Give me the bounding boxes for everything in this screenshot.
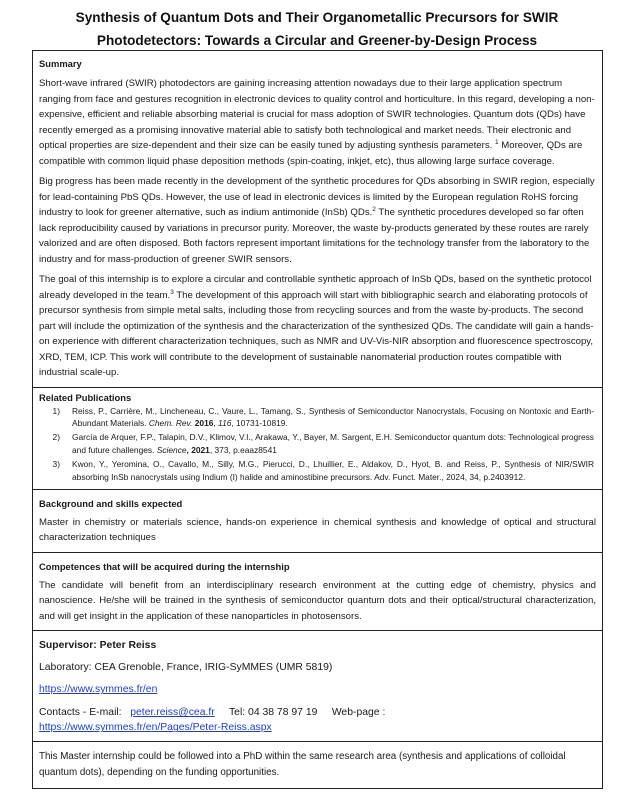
publication-year: 2016 [192,417,214,428]
lab-url-line [39,682,596,697]
publication-journal: Science [156,444,187,455]
summary-p3-text: The goal of this internship is to explore a circular and controllable synthetic approach of InSb QDs, based on the synthetic protocol already developed in the team. [39,274,592,301]
background-heading: Background and skills expected [39,497,183,509]
competences-text: The candidate will benefit from an interdisciplinary research environment at the cutting edge of chemistry, physics and nanoscience. He/she will be trained in the synthesis of semiconductor quantum dots and their optical/structural characterization, and will get insight in the application of these nanoparticles in photosensors. [39,579,596,622]
publication-citation: García de Arquer, F.P., Talapin, D.V., Klimov, V.I., Arakawa, Y., Bayer, M. Sargent, E.H. Semiconductor quantum dots: Technological progress and future challenges. [72,432,594,455]
summary-section [33,51,602,387]
summary-p1-text-cont: Moreover, QDs are compatible with common liquid phase deposition methods (spin-coating, inkjet, etc), thus allowing large surface coverage. [39,140,583,167]
footer-section [33,741,602,788]
summary-paragraph-3 [39,272,596,387]
summary-p2-text-cont: The synthetic procedures developed so far often lack reproducibility caused by variations in precursor purity. Moreover, the waste by-products generated by these routes are rarely valorized and are often disposed. Both factors represent important limitations for the technology transfer from the laboratory to the industry and for mass-production of greener SWIR sensors. [39,207,590,265]
competences-heading: Competences that will be acquired during the internship [39,560,290,572]
contact-section [33,630,602,741]
publication-item [39,431,596,456]
email-link[interactable]: peter.reiss@cea.fr [130,707,215,719]
publication-journal: Chem. Rev. [148,417,193,428]
summary-paragraph-1 [39,76,596,169]
publication-sep: , [213,417,219,428]
webpage-label: Web-page : [331,707,386,719]
publication-pages: , 10731-10819. [231,417,288,428]
webpage-link[interactable]: https://www.symmes.fr/en/Pages/Peter-Reiss.aspx [39,722,272,734]
summary-p3-text-cont: The development of this approach will start with bibliographic search and elaborating protocols of precursor synthesis from simple metal salts, including those from recycling sources and from the waste by-products. The second part will include the optimization of the synthesis and the characterization of the synthesized QDs. The candidate will gain a hands-on experience with different characterization techniques, such as NMR and UV-Vis-NIR absorption and fluorescence spectroscopy, XRD, TEM, ICP. This work will contribute to the development of sustainable nanomaterial production routes compatible with industrial scale-up. [39,289,594,378]
publication-text [72,405,596,430]
publication-item [39,458,596,483]
reference-marker: 3 [170,288,174,296]
publication-text: Kwon, Y., Yeromina, O., Cavallo, M., Silly, M.G., Pierucci, D., Lhuillier, E., Aldakov, D., Hyot, B. and Reiss, P., Synthesis of NIR/SWIR absorbing InSb nanocrystals using Indium (I) halide and aminostibine precursors. Adv. Funct. Mater., 2024, 34, p.2403912. [72,459,594,482]
competences-section [33,552,602,631]
publication-volume: 116 [218,417,232,428]
telephone: Tel: 04 38 78 97 19 [228,707,318,719]
publication-item [39,405,596,430]
reference-marker: 2 [372,205,376,213]
publication-pages: , 373, p.eaaz8541 [209,444,277,455]
webpage-line [39,720,596,741]
background-section [33,489,602,552]
publication-citation: Reiss, P., Carrière, M., Lincheneau, C., Vaure, L., Tamang, S., Synthesis of Semiconductor Nanocrystals, Focusing on Nontoxic and Earth-Abundant Materials. [72,405,594,428]
laboratory-label: Laboratory: [39,662,92,674]
supervisor-name: Supervisor: Peter Reiss [39,640,157,652]
footer-note: This Master internship could be followed into a PhD within the same research area (synthesis and applications of colloidal quantum dots), depending on the funding opportunities. [39,751,566,778]
contacts-line [39,705,596,720]
publication-number: 1) [52,405,60,416]
publication-number: 3) [52,459,60,470]
publication-year: , 2021 [186,444,210,455]
reference-marker: 1 [494,138,499,146]
title-line-2: Photodetectors: Towards a Circular and Greener-by-Design Process [96,33,538,48]
background-text: Master in chemistry or materials science, hands-on experience in chemical synthesis and knowledge of optical and structural characterization techniques [39,516,596,544]
publications-section [33,387,602,489]
laboratory-line [39,660,596,675]
lab-website-link[interactable]: https://www.symmes.fr/en [39,684,158,696]
offer-box [32,50,603,789]
laboratory-value: CEA Grenoble, France, IRIG-SyMMES (UMR 5819) [91,662,333,674]
summary-paragraph-2 [39,174,596,267]
document-title [0,6,634,52]
contacts-label: Contacts - E-mail: [39,707,122,719]
summary-p1-text: Short-wave infrared (SWIR) photodectors are gaining increasing attention nowadays due to their large application spectrum ranging from face and gestures recognition in electronic devices to quality control and horticulture. In this regard, developing a non-expensive, efficient and reliable absorbing material is crucial for mass adoption of SWIR technologies. Quantum dots (QDs) have recently emerged as a promising innovative material able to satisfy both technological and market needs. Their electronic and optical properties are size-dependent and their size can be easily tuned by adjusting synthesis parameters. [39,78,595,151]
summary-p2-text: Big progress has been made recently in the development of the synthetic procedures for QDs absorbing in SWIR region, especially for lead-containing PbS QDs. However, the use of lead in electronic devices is limited by the European regulation RoHS forcing industry to look for greener alternative, such as indium antimonide (InSb) QDs. [39,176,595,218]
publications-heading: Related Publications [39,391,132,403]
publication-number: 2) [52,432,60,443]
summary-heading: Summary [39,58,82,69]
title-line-1: Synthesis of Quantum Dots and Their Organometallic Precursors for SWIR [75,10,559,25]
publication-text [72,431,596,456]
